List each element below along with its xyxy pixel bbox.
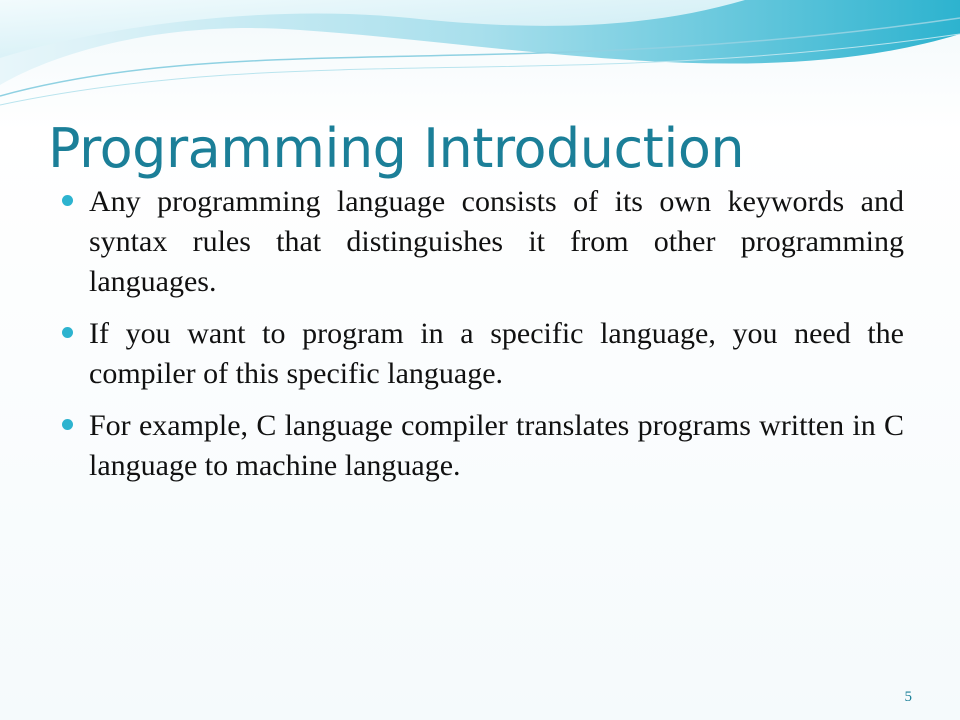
slide-title: Programming Introduction	[48, 117, 745, 180]
bullet-text: For example, C language compiler translates programs written in C language to machine language.	[89, 409, 904, 482]
bullet-list	[62, 182, 904, 498]
bullet-item	[62, 182, 904, 302]
bullet-item	[62, 406, 904, 486]
bullet-dot-icon	[62, 419, 73, 430]
bullet-dot-icon	[62, 327, 73, 338]
bullet-dot-icon	[62, 195, 73, 206]
bullet-text: If you want to program in a specific language, you need the compiler of this specific language.	[89, 317, 904, 390]
slide-number: 5	[904, 689, 912, 705]
bullet-text: Any programming language consists of its own keywords and syntax rules that distinguishes it from other programming languages.	[89, 185, 904, 298]
bullet-item	[62, 314, 904, 394]
decorative-top-wave	[0, 0, 960, 125]
